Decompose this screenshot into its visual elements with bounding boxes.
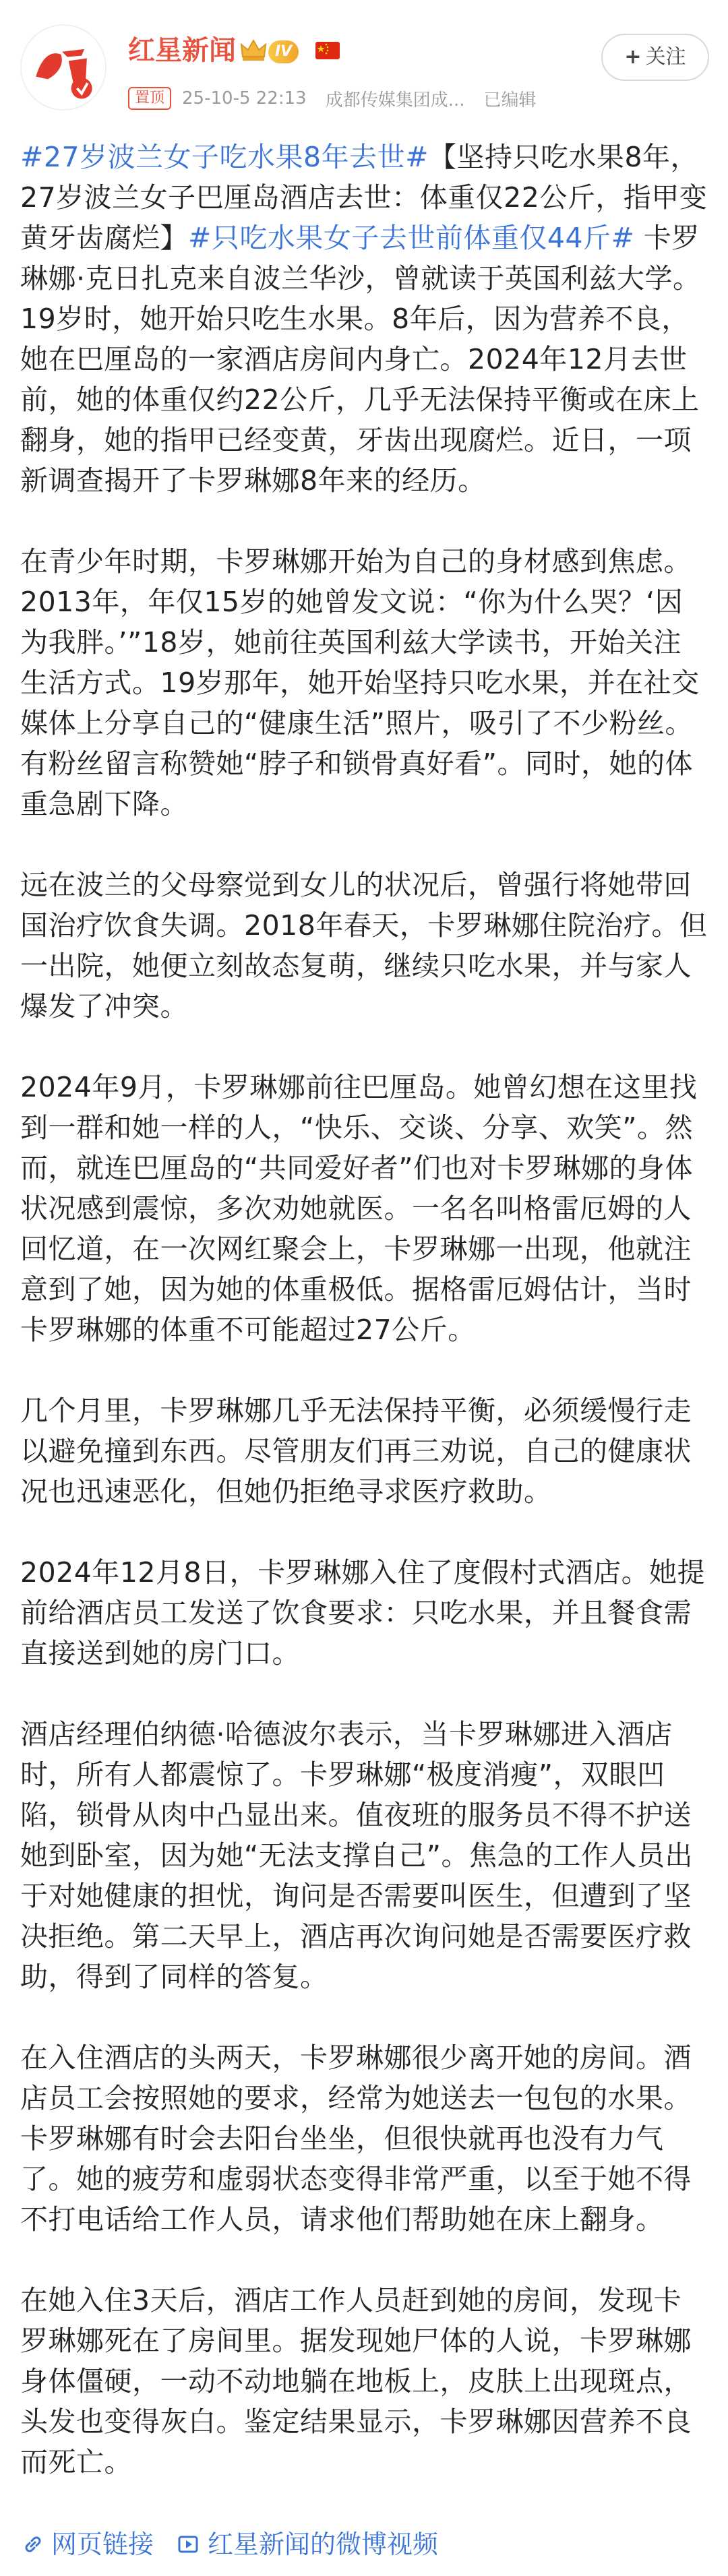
paragraph-1 [20, 137, 708, 501]
paragraph-4: 2024年9月，卡罗琳娜前往巴厘岛。她曾幻想在这里找到一群和她一样的人，“快乐、交谈、分享、欢笑”。然而，就连巴厘岛的“共同爱好者”们也对卡罗琳娜的身体状况感到震惊，多次劝她就医。一名名叫格雷厄姆的人回忆道，在一次网红聚会上，卡罗琳娜一出现，他就注意到了她，因为她的体重极低。据格雷厄姆估计，当时卡罗琳娜的体重不可能超过27公斤。 [20, 1071, 698, 1346]
paragraph-text: 卡罗琳娜·克日扎克来自波兰华沙，曾就读于英国利兹大学。19岁时，她开始只吃生水果。8年后，因为营养不良，她在巴厘岛的一家酒店房间内身亡。2024年12月去世前，她的体重仅约22公斤，几乎无法保持平衡或在床上翻身，她的指甲已经变黄，牙齿出现腐烂。近日，一项新调查揭开了卡罗琳娜8年来的经历。 [20, 222, 701, 497]
link-icon [20, 2532, 46, 2557]
level-badge: IV [268, 40, 299, 63]
paragraph-6: 2024年12月8日，卡罗琳娜入住了度假村式酒店。她提前给酒店员工发送了饮食要求：只吃水果，并且餐食需直接送到她的房门口。 [20, 1556, 706, 1669]
pinned-badge: 置顶 [128, 87, 171, 110]
plus-icon: + [624, 45, 642, 69]
hashtag-link[interactable]: #27岁波兰女子吃水果8年去世# [20, 141, 429, 173]
post-meta [128, 85, 555, 112]
avatar-logo-icon [22, 26, 105, 109]
crown-icon [239, 35, 268, 65]
china-flag-icon [314, 38, 341, 65]
paragraph-8: 在入住酒店的头两天，卡罗琳娜很少离开她的房间。酒店员工会按照她的要求，经常为她送去一包包的水果。卡罗琳娜有时会去阳台坐坐，但很快就再也没有力气了。她的疲劳和虚弱状态变得非常严重，以至于她不得不打电话给工作人员，请求他们帮助她在床上翻身。 [20, 2042, 692, 2236]
headline-text: 【坚持只吃水果8年，27岁波兰女子巴厘岛酒店去世：体重仅22公斤，指甲变黄牙齿腐烂】 [20, 141, 708, 254]
paragraph-2: 在青少年时期，卡罗琳娜开始为自己的身材感到焦虑。2013年，年仅15岁的她曾发文说：“你为什么哭？‘因为我胖。’”18岁，她前往英国利兹大学读书，开始关注生活方式。19岁那年，她开始坚持只吃水果，并在社交媒体上分享自己的“健康生活”照片，吸引了不少粉丝。有粉丝留言称赞她“脖子和锁骨真好看”。同时，她的体重急剧下降。 [20, 545, 700, 820]
weibo-video-link[interactable] [177, 2524, 438, 2565]
post-body [20, 137, 708, 2482]
avatar[interactable] [20, 24, 107, 111]
edited-label[interactable]: 已编辑 [483, 90, 537, 111]
paragraph-7: 酒店经理伯纳德·哈德波尔表示，当卡罗琳娜进入酒店时，所有人都震惊了。卡罗琳娜“极度消瘦”，双眼凹陷，锁骨从肉中凸显出来。值夜班的服务员不得不护送她到卧室，因为她“无法支撑自己”。焦急的工作人员出于对她健康的担忧，询问是否需要叫医生，但遭到了坚决拒绝。第二天早上，酒店再次询问她是否需要医疗救助，得到了同样的答复。 [20, 1718, 693, 1993]
web-link[interactable] [20, 2524, 154, 2565]
follow-button[interactable] [601, 34, 709, 81]
post-source[interactable]: 成都传媒集团成... [325, 90, 465, 111]
video-icon [177, 2532, 202, 2557]
weibo-video-label: 红星新闻的微博视频 [208, 2529, 439, 2559]
post-links [20, 2524, 461, 2565]
web-link-label: 网页链接 [51, 2529, 154, 2559]
username[interactable]: 红星新闻 [128, 35, 236, 66]
paragraph-3: 远在波兰的父母察觉到女儿的状况后，曾强行将她带回国治疗饮食失调。2018年春天，卡罗琳娜住院治疗。但一出院，她便立刻故态复萌，继续只吃水果，并与家人爆发了冲突。 [20, 869, 708, 1022]
paragraph-5: 几个月里，卡罗琳娜几乎无法保持平衡，必须缓慢行走以避免撞到东西。尽管朋友们再三劝说，自己的健康状况也迅速恶化，但她仍拒绝寻求医疗救助。 [20, 1394, 692, 1508]
timestamp: 25-10-5 22:13 [182, 88, 307, 109]
post-header [0, 0, 728, 135]
hashtag-link[interactable]: #只吃水果女子去世前体重仅44斤# [188, 222, 635, 254]
paragraph-9: 在她入住3天后，酒店工作人员赶到她的房间，发现卡罗琳娜死在了房间里。据发现她尸体的人说，卡罗琳娜身体僵硬，一动不动地躺在地板上，皮肤上出现斑点，头发也变得灰白。鉴定结果显示，卡罗琳娜因营养不良而死亡。 [20, 2284, 692, 2478]
follow-label: 关注 [645, 45, 686, 69]
